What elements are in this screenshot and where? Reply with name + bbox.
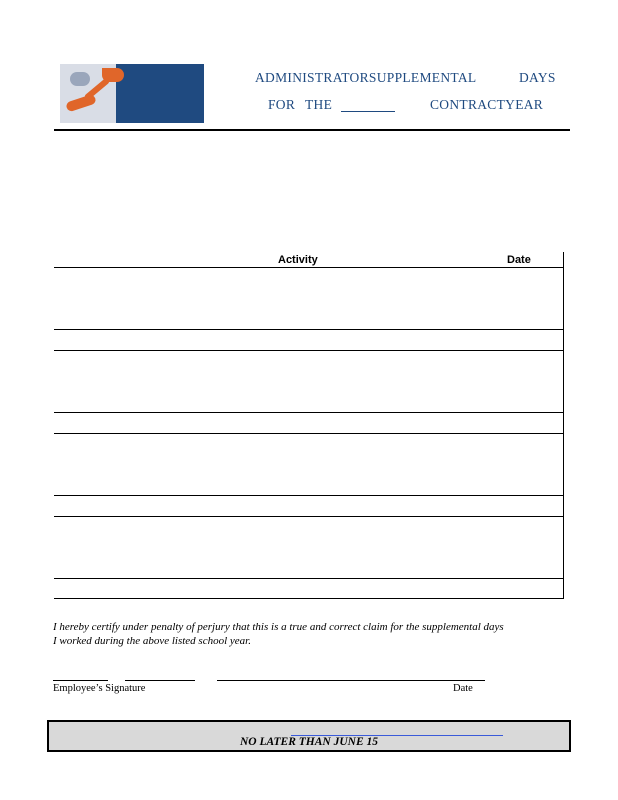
table-row-line <box>54 412 564 413</box>
deadline-box <box>47 720 571 752</box>
signature-line[interactable] <box>53 680 108 681</box>
table-bottom-line <box>54 598 564 599</box>
form-title-the: THE <box>305 97 333 112</box>
employee-signature-label: Employee’s Signature <box>53 683 146 694</box>
table-row-line <box>54 329 564 330</box>
year-blank-field[interactable] <box>341 111 395 112</box>
table-row-line <box>54 433 564 434</box>
certification-statement <box>53 620 565 648</box>
table-header-line <box>54 267 564 268</box>
table-row-line <box>54 578 564 579</box>
district-logo <box>60 64 204 123</box>
certification-line-2: I worked during the above listed school year. <box>53 635 251 647</box>
date-line[interactable] <box>217 680 485 681</box>
form-title-contract-year: CONTRACTYEAR <box>430 97 544 112</box>
date-label: Date <box>453 683 473 694</box>
table-right-border <box>563 252 564 599</box>
table-row-line <box>54 516 564 517</box>
form-title-part1: ADMINISTRATORSUPPLEMENTAL <box>255 70 477 85</box>
column-header-date: Date <box>507 254 531 266</box>
form-title-for: FOR <box>268 97 296 112</box>
table-row-line <box>54 495 564 496</box>
form-title-part2: DAYS <box>519 70 556 85</box>
signature-line[interactable] <box>125 680 195 681</box>
deadline-text: NO LATER THAN JUNE 15 <box>239 736 378 748</box>
table-row-line <box>54 350 564 351</box>
certification-line-1: I hereby certify under penalty of perjury that this is a true and correct claim for the supplemental days <box>53 621 504 633</box>
header-divider <box>54 129 570 131</box>
column-header-activity: Activity <box>278 254 318 266</box>
